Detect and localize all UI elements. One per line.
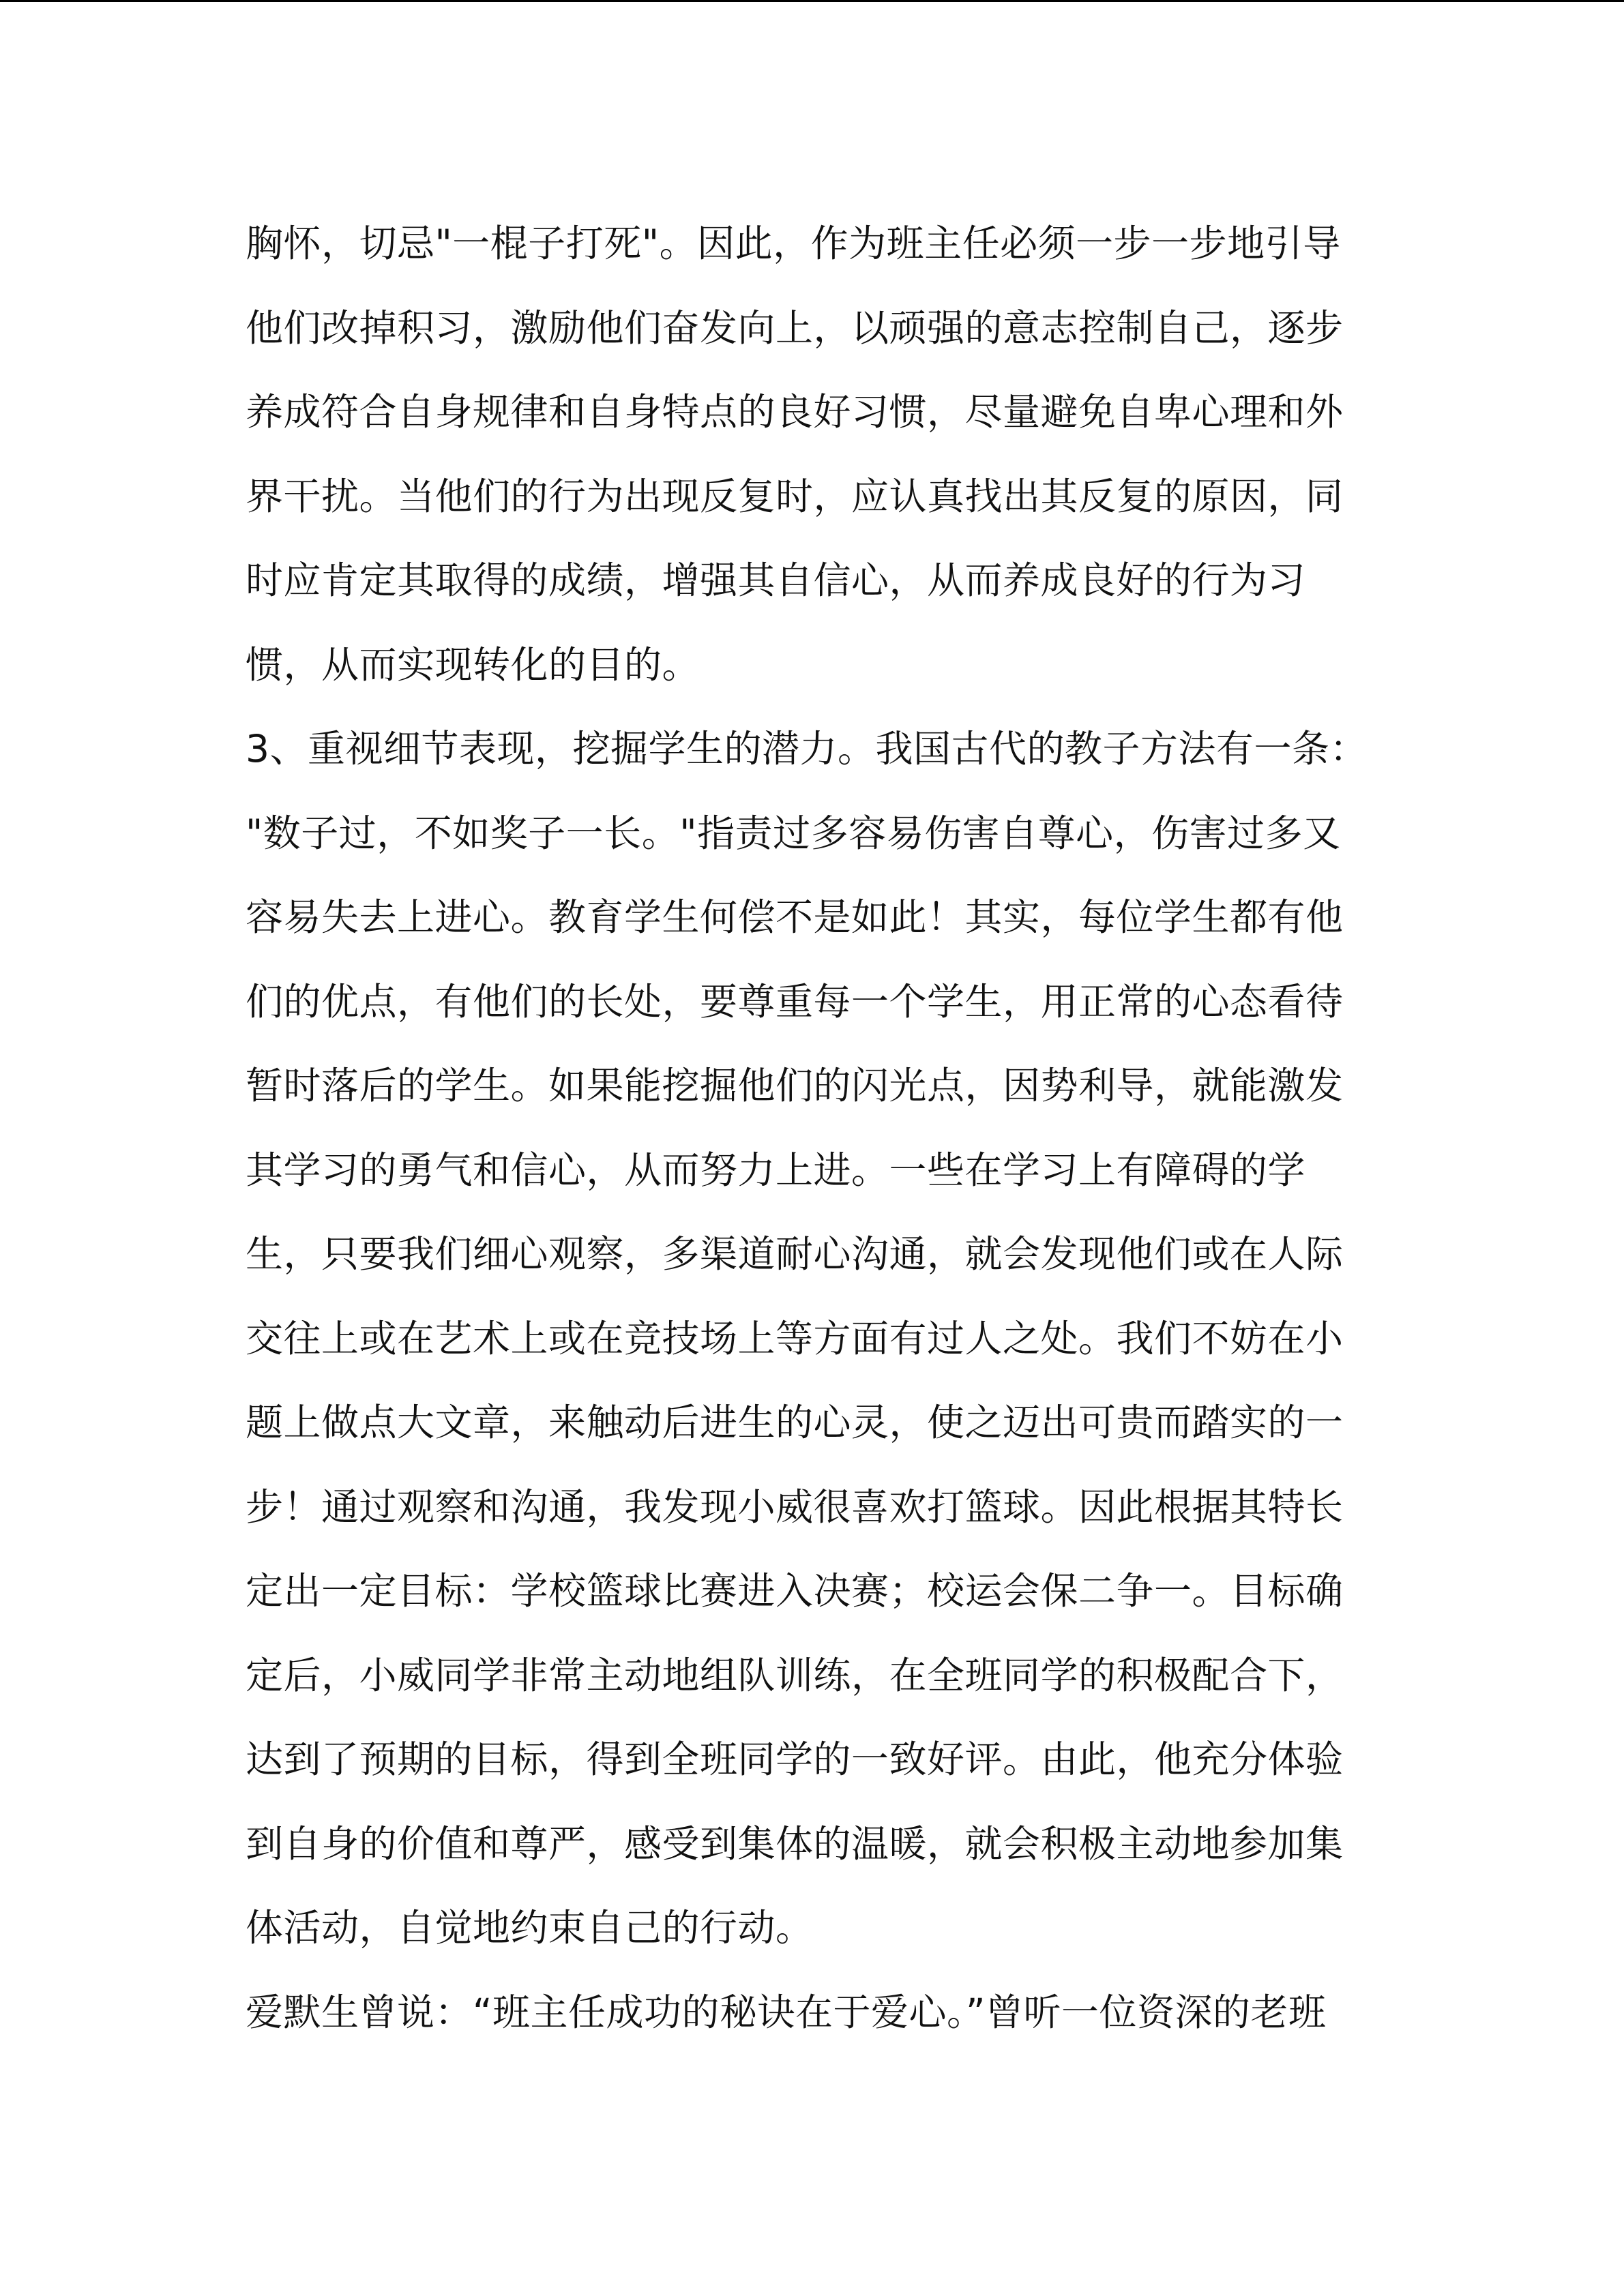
text-line: "数子过，不如奖子一长。"指责过多容易伤害自尊心，伤害过多又 (246, 811, 1341, 855)
text-line: 胸怀，切忌"一棍子打死"。因此，作为班主任必须一步一步地引导 (246, 222, 1341, 265)
text-line: 定后，小威同学非常主动地组队训练，在全班同学的积极配合下， (246, 1654, 1344, 1697)
text-line: 惯，从而实现转化的目的。 (246, 643, 700, 687)
text-line: 交往上或在艺术上或在竞技场上等方面有过人之处。我们不妨在小 (246, 1317, 1344, 1360)
text-line: 养成符合自身规律和自身特点的良好习惯，尽量避免自卑心理和外 (246, 390, 1344, 434)
text-line: 其学习的勇气和信心，从而努力上进。一些在学习上有障碍的学 (246, 1148, 1306, 1192)
text-line: 们的优点，有他们的长处，要尊重每一个学生，用正常的心态看待 (246, 980, 1344, 1024)
text-line: 达到了预期的目标，得到全班同学的一致好评。由此，他充分体验 (246, 1738, 1344, 1781)
text-line: 容易失去上进心。教育学生何偿不是如此！其实，每位学生都有他 (246, 895, 1344, 939)
section-heading-line: 3、重视细节表现，挖掘学生的潜力。我国古代的教子方法有一条： (246, 727, 1368, 771)
text-line: 题上做点大文章，来触动后进生的心灵，使之迈出可贵而踏实的一 (246, 1401, 1344, 1444)
text-line: 到自身的价值和尊严，感受到集体的温暖，就会积极主动地参加集 (246, 1822, 1344, 1866)
text-line: 他们改掉积习，激励他们奋发向上，以顽强的意志控制自己，逐步 (246, 306, 1344, 350)
text-line: 定出一定目标：学校篮球比赛进入决赛；校运会保二争一。目标确 (246, 1569, 1344, 1613)
text-line: 步！通过观察和沟通，我发现小威很喜欢打篮球。因此根据其特长 (246, 1485, 1344, 1529)
text-line: 暂时落后的学生。如果能挖掘他们的闪光点，因势利导，就能激发 (246, 1064, 1344, 1107)
text-line: 体活动，自觉地约束自己的行动。 (246, 1906, 814, 1950)
text-line: 爱默生曾说：“班主任成功的秘诀在于爱心。”曾听一位资深的老班 (246, 1991, 1327, 2034)
text-line: 界干扰。当他们的行为出现反复时，应认真找出其反复的原因，同 (246, 475, 1344, 518)
text-line: 生，只要我们细心观察，多渠道耐心沟通，就会发现他们或在人际 (246, 1232, 1344, 1276)
text-line: 时应肯定其取得的成绩，增强其自信心，从而养成良好的行为习 (246, 558, 1306, 602)
